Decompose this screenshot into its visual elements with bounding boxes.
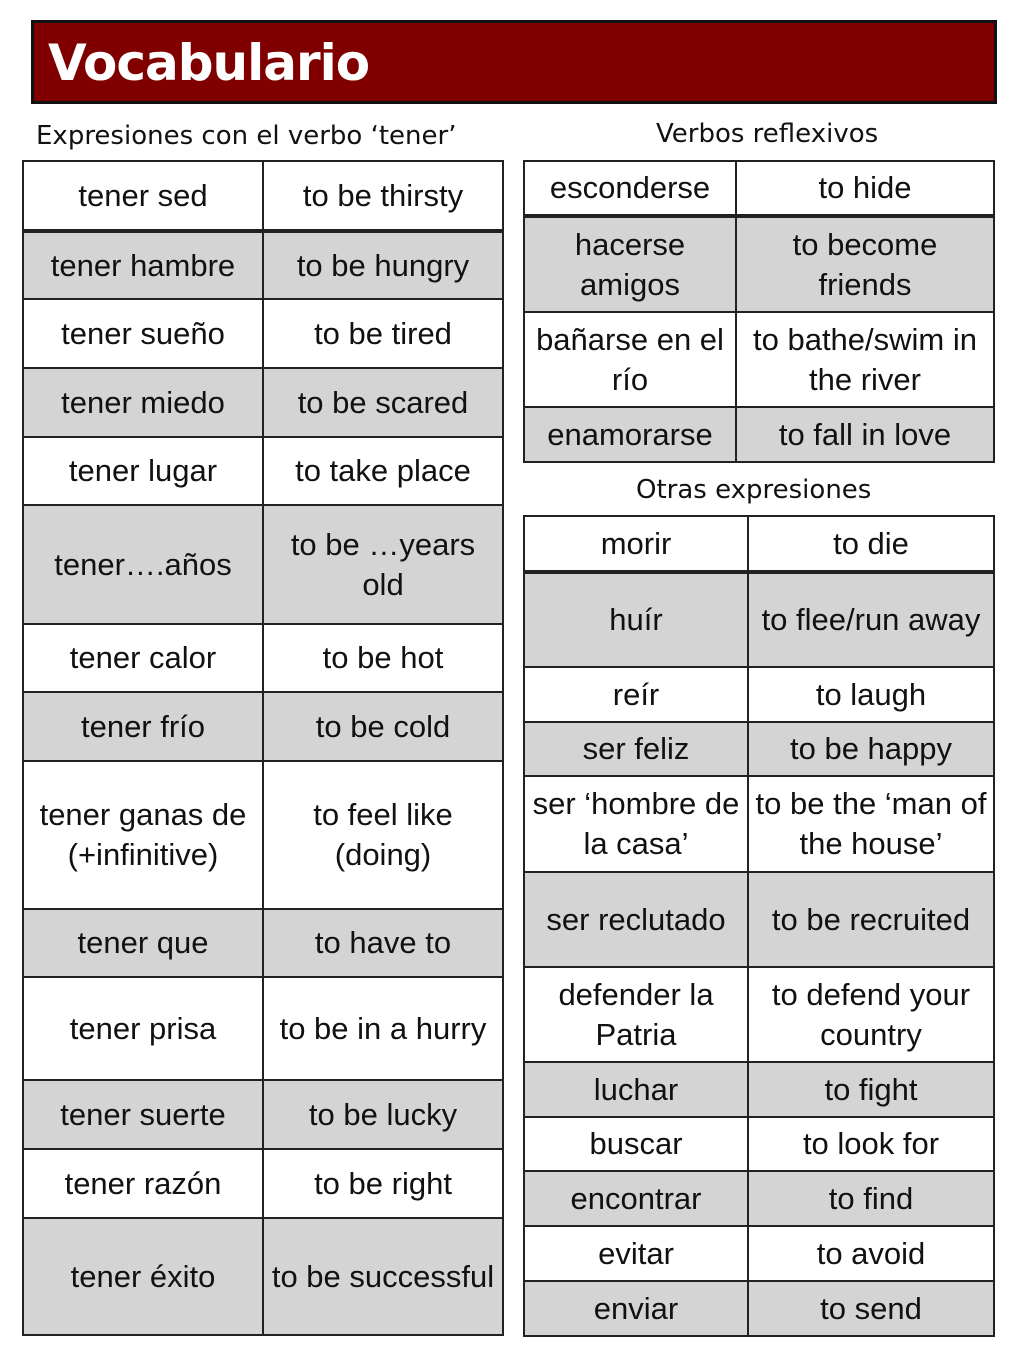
spanish-term: reír: [524, 667, 748, 722]
spanish-term: buscar: [524, 1117, 748, 1171]
table-row: [23, 761, 503, 909]
table-row: [524, 776, 994, 872]
english-meaning: to be in a hurry: [263, 977, 503, 1080]
english-meaning: to send: [748, 1281, 994, 1336]
english-meaning: to be the ‘man of the house’: [748, 776, 994, 872]
english-meaning: to be scared: [263, 368, 503, 437]
spanish-term: bañarse en el río: [524, 312, 736, 407]
spanish-term: tener lugar: [23, 437, 263, 505]
spanish-term: hacerse amigos: [524, 216, 736, 312]
table-row: [524, 1117, 994, 1171]
english-meaning: to be tired: [263, 299, 503, 368]
english-meaning: to be recruited: [748, 872, 994, 967]
english-meaning: to be hungry: [263, 231, 503, 299]
english-meaning: to be cold: [263, 692, 503, 761]
table-row: [23, 909, 503, 977]
spanish-term: tener razón: [23, 1149, 263, 1218]
english-meaning: to be …years old: [263, 505, 503, 624]
english-meaning: to avoid: [748, 1226, 994, 1281]
table-row: [23, 505, 503, 624]
table-row: [524, 1171, 994, 1226]
english-meaning: to have to: [263, 909, 503, 977]
table-row: [524, 312, 994, 407]
other-expressions-table: [523, 515, 995, 1337]
english-meaning: to take place: [263, 437, 503, 505]
spanish-term: huír: [524, 572, 748, 667]
page-title: Vocabulario: [48, 34, 370, 92]
table-row: [524, 667, 994, 722]
table-row: [524, 407, 994, 462]
english-meaning: to laugh: [748, 667, 994, 722]
table-row: [23, 1080, 503, 1149]
spanish-term: enviar: [524, 1281, 748, 1336]
english-meaning: to be successful: [263, 1218, 503, 1335]
english-meaning: to become friends: [736, 216, 994, 312]
reflexive-verbs-table: [523, 160, 995, 463]
spanish-term: tener frío: [23, 692, 263, 761]
table-row: [524, 572, 994, 667]
table-row: [524, 1062, 994, 1117]
table-row: [23, 1218, 503, 1335]
spanish-term: tener miedo: [23, 368, 263, 437]
table-row: [23, 624, 503, 692]
spanish-term: defender la Patria: [524, 967, 748, 1062]
english-meaning: to die: [748, 516, 994, 572]
tener-expressions-table: [22, 160, 504, 1336]
table-row: [524, 216, 994, 312]
spanish-term: luchar: [524, 1062, 748, 1117]
table-row: [524, 1281, 994, 1336]
title-bar: [31, 20, 997, 104]
spanish-term: encontrar: [524, 1171, 748, 1226]
reflexive-section-caption: Verbos reflexivos: [656, 119, 879, 149]
spanish-term: morir: [524, 516, 748, 572]
table-row: [23, 437, 503, 505]
spanish-term: ser feliz: [524, 722, 748, 776]
spanish-term: tener hambre: [23, 231, 263, 299]
spanish-term: tener que: [23, 909, 263, 977]
english-meaning: to hide: [736, 161, 994, 216]
tener-section-caption: Expresiones con el verbo ‘tener’: [36, 121, 457, 151]
spanish-term: tener calor: [23, 624, 263, 692]
english-meaning: to fall in love: [736, 407, 994, 462]
spanish-term: tener ganas de (+infinitive): [23, 761, 263, 909]
table-row: [23, 161, 503, 231]
spanish-term: tener sed: [23, 161, 263, 231]
english-meaning: to bathe/swim in the river: [736, 312, 994, 407]
english-meaning: to flee/run away: [748, 572, 994, 667]
english-meaning: to look for: [748, 1117, 994, 1171]
table-row: [524, 872, 994, 967]
english-meaning: to be happy: [748, 722, 994, 776]
table-row: [524, 967, 994, 1062]
spanish-term: esconderse: [524, 161, 736, 216]
english-meaning: to fight: [748, 1062, 994, 1117]
table-row: [524, 161, 994, 216]
spanish-term: tener éxito: [23, 1218, 263, 1335]
spanish-term: tener sueño: [23, 299, 263, 368]
table-row: [23, 299, 503, 368]
english-meaning: to defend your country: [748, 967, 994, 1062]
english-meaning: to find: [748, 1171, 994, 1226]
table-row: [23, 231, 503, 299]
english-meaning: to be hot: [263, 624, 503, 692]
other-section-caption: Otras expresiones: [636, 475, 872, 505]
spanish-term: ser reclutado: [524, 872, 748, 967]
table-row: [524, 1226, 994, 1281]
english-meaning: to be lucky: [263, 1080, 503, 1149]
english-meaning: to be thirsty: [263, 161, 503, 231]
english-meaning: to be right: [263, 1149, 503, 1218]
table-row: [524, 516, 994, 572]
english-meaning: to feel like (doing): [263, 761, 503, 909]
table-row: [524, 722, 994, 776]
table-row: [23, 1149, 503, 1218]
table-row: [23, 692, 503, 761]
table-row: [23, 368, 503, 437]
spanish-term: tener….años: [23, 505, 263, 624]
spanish-term: enamorarse: [524, 407, 736, 462]
table-row: [23, 977, 503, 1080]
spanish-term: evitar: [524, 1226, 748, 1281]
spanish-term: tener prisa: [23, 977, 263, 1080]
spanish-term: ser ‘hombre de la casa’: [524, 776, 748, 872]
spanish-term: tener suerte: [23, 1080, 263, 1149]
